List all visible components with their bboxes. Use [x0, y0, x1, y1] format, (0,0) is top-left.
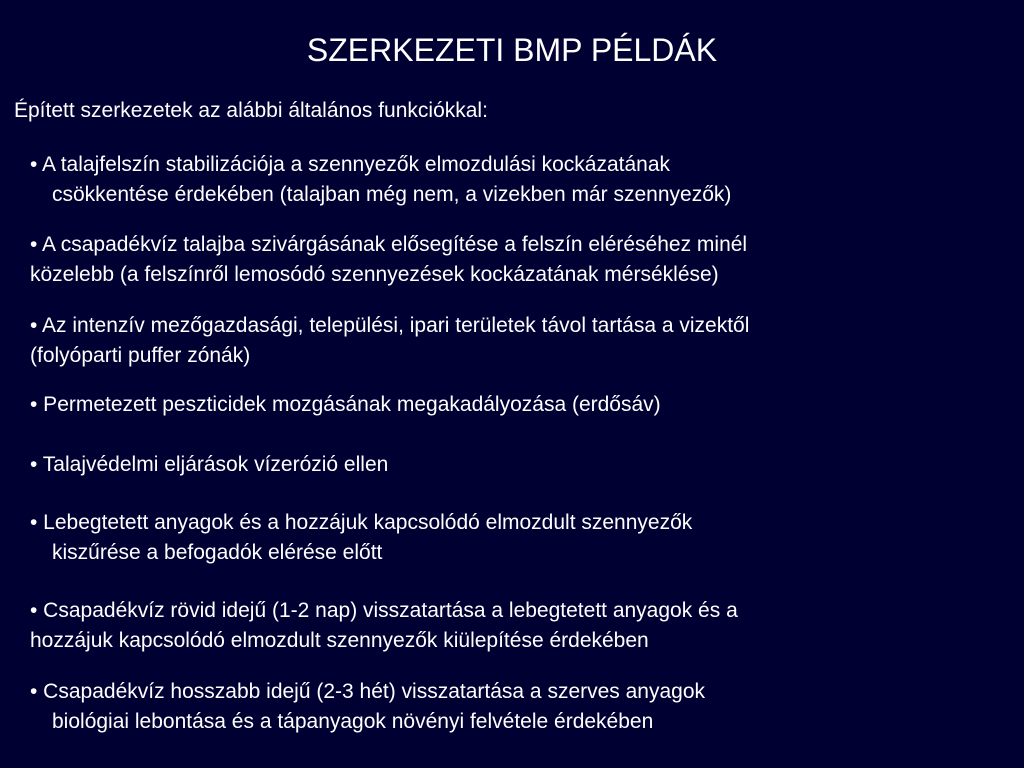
bullet-item-8: [30, 677, 705, 737]
bullet-line: • Az intenzív mezőgazdasági, települési, ipari területek távol tartása a vizektől: [30, 314, 750, 337]
bullet-item-1: [30, 150, 731, 210]
bullet-line: • Csapadékvíz rövid idejű (1-2 nap) visszatartása a lebegtetett anyagok és a: [30, 599, 738, 622]
intro-text: Épített szerkezetek az alábbi általános funkciókkal:: [14, 99, 488, 122]
bullet-line: • A talajfelszín stabilizációja a szennyezők elmozdulási kockázatának: [30, 153, 671, 176]
bullet-line-continued: kiszűrése a befogadók elérése előtt: [52, 541, 383, 564]
bullet-line-continued: (folyóparti puffer zónák): [30, 344, 251, 367]
bullet-line: • A csapadékvíz talajba szivárgásának elősegítése a felszín eléréséhez minél: [30, 233, 748, 256]
bullet-item-7: [30, 596, 738, 656]
bullet-line-continued: biológiai lebontása és a tápanyagok növényi felvétele érdekében: [52, 710, 654, 733]
bullet-line: • Permetezett peszticidek mozgásának megakadályozása (erdősáv): [30, 393, 661, 416]
bullet-item-5: [30, 450, 388, 480]
bullet-line-continued: közelebb (a felszínről lemosódó szennyezések kockázatának mérséklése): [30, 263, 719, 286]
bullet-item-6: [30, 508, 692, 568]
bullet-line: • Talajvédelmi eljárások vízerózió ellen: [30, 453, 389, 476]
bullet-line: • Csapadékvíz hosszabb idejű (2-3 hét) visszatartása a szerves anyagok: [30, 680, 706, 703]
bullet-line-continued: csökkentése érdekében (talajban még nem, a vizekben már szennyezők): [52, 183, 732, 206]
slide-title: SZERKEZETI BMP PÉLDÁK: [306, 32, 718, 68]
bullet-line-continued: hozzájuk kapcsolódó elmozdult szennyezők kiülepítése érdekében: [30, 629, 649, 652]
bullet-item-2: [30, 230, 747, 290]
bullet-line: • Lebegtetett anyagok és a hozzájuk kapcsolódó elmozdult szennyezők: [30, 511, 693, 534]
bullet-item-4: [30, 390, 661, 420]
bullet-item-3: [30, 311, 749, 371]
